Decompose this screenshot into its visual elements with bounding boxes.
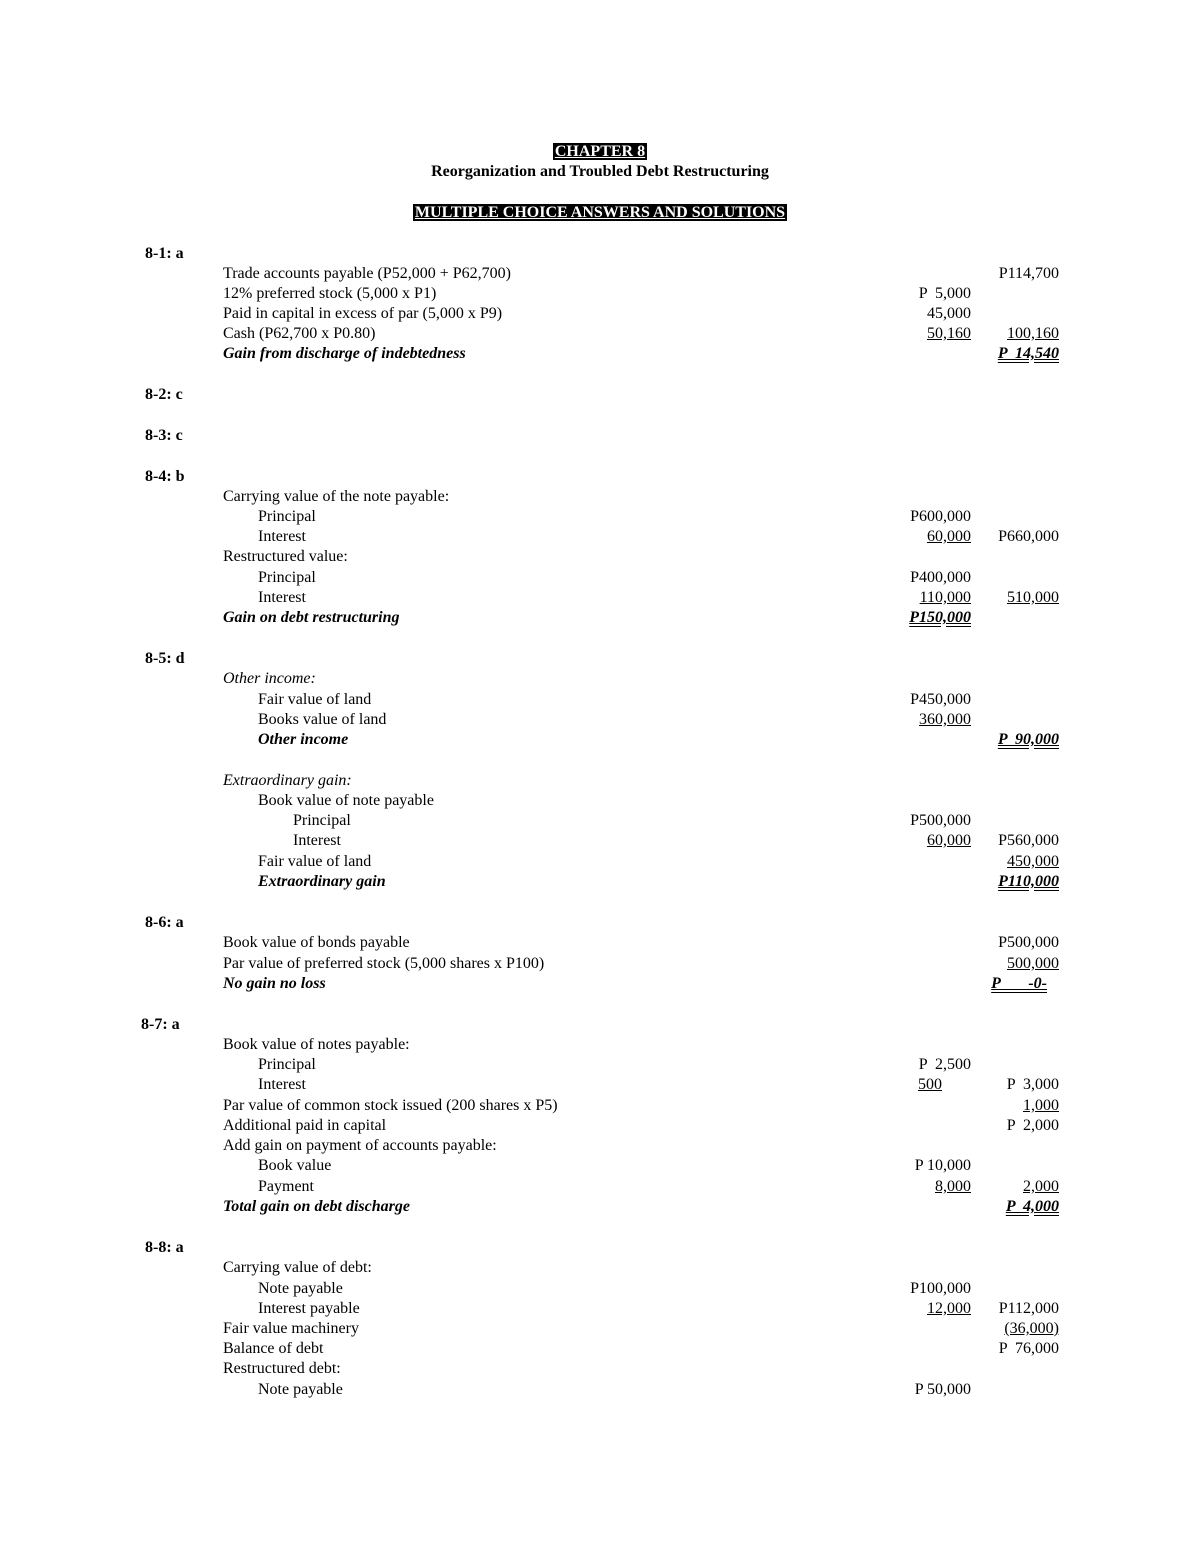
amount-subtotal: 8,000 <box>935 1178 971 1195</box>
amount-total: 510,000 <box>1007 589 1059 606</box>
question-label: 8-1: a <box>145 245 184 262</box>
line-item <box>0 1279 1200 1299</box>
question-label: 8-4: b <box>145 468 185 485</box>
question-label: 8-2: c <box>145 386 183 403</box>
line-item <box>0 304 1200 324</box>
amount-total: P560,000 <box>998 832 1059 849</box>
line-label: Fair value of land <box>258 853 372 870</box>
line-item <box>0 1055 1200 1075</box>
amount-subtotal: P 5,000 <box>918 285 971 302</box>
result-label: Total gain on debt discharge <box>223 1198 410 1215</box>
line-label: Book value of notes payable: <box>223 1036 410 1053</box>
line-item <box>0 1319 1200 1339</box>
line-label: 12% preferred stock (5,000 x P1) <box>223 285 437 302</box>
amount-subtotal: P100,000 <box>910 1280 971 1297</box>
line-item <box>0 954 1200 974</box>
line-item <box>0 852 1200 872</box>
line-label: Par value of common stock issued (200 shares x P5) <box>223 1097 558 1114</box>
line-item <box>0 547 1200 567</box>
amount-total: P660,000 <box>998 528 1059 545</box>
line-label: Fair value of land <box>258 691 372 708</box>
line-item <box>0 1156 1200 1176</box>
amount-total: P 76,000 <box>998 1340 1059 1357</box>
section-heading <box>0 203 1200 223</box>
line-item <box>0 588 1200 608</box>
question-label: 8-6: a <box>145 914 184 931</box>
line-label: Interest <box>258 1076 306 1093</box>
line-item <box>0 730 1200 750</box>
amount-subtotal: P 10,000 <box>914 1157 971 1174</box>
section-title: MULTIPLE CHOICE ANSWERS AND SOLUTIONS <box>414 204 786 221</box>
amount-subtotal: 60,000 <box>927 528 971 545</box>
result-amount: P150,000 <box>909 609 971 626</box>
amount-subtotal: 12,000 <box>927 1300 971 1317</box>
amount-subtotal: 60,000 <box>927 832 971 849</box>
line-label: Interest <box>293 832 341 849</box>
amount-total: 450,000 <box>1007 853 1059 870</box>
line-item <box>0 974 1200 994</box>
line-item <box>0 669 1200 689</box>
line-item <box>0 344 1200 364</box>
result-amount: P 4,000 <box>1005 1198 1059 1215</box>
line-item <box>0 1177 1200 1197</box>
result-amount: P -0- <box>991 975 1047 992</box>
line-label: Books value of land <box>258 711 387 728</box>
question-label: 8-7: a <box>141 1016 180 1033</box>
amount-total: P114,700 <box>998 265 1059 282</box>
line-label: Interest <box>258 528 306 545</box>
subsection-label: Other income: <box>223 670 316 687</box>
result-amount: P 14,540 <box>997 345 1059 362</box>
line-item <box>0 690 1200 710</box>
line-item <box>0 1075 1200 1095</box>
line-item <box>0 507 1200 527</box>
line-label: Carrying value of the note payable: <box>223 488 450 505</box>
result-label: Gain on debt restructuring <box>223 609 400 626</box>
line-item <box>0 791 1200 811</box>
amount-total: 1,000 <box>1023 1097 1059 1114</box>
amount-subtotal: 360,000 <box>919 711 971 728</box>
question-label: 8-8: a <box>145 1239 184 1256</box>
amount-total: 2,000 <box>1023 1178 1059 1195</box>
amount-subtotal: P600,000 <box>910 508 971 525</box>
line-label: Par value of preferred stock (5,000 shares x P100) <box>223 955 545 972</box>
amount-subtotal: P450,000 <box>910 691 971 708</box>
amount-total: P 3,000 <box>1006 1076 1059 1093</box>
amount-subtotal: P 50,000 <box>914 1381 971 1398</box>
line-label: Trade accounts payable (P52,000 + P62,700) <box>223 265 511 282</box>
line-item <box>0 1197 1200 1217</box>
amount-subtotal: P500,000 <box>910 812 971 829</box>
chapter-heading <box>0 142 1200 162</box>
result-label: No gain no loss <box>223 975 326 992</box>
amount-total: P112,000 <box>998 1300 1059 1317</box>
line-label: Principal <box>258 508 316 525</box>
line-label: Interest payable <box>258 1300 360 1317</box>
line-label: Additional paid in capital <box>223 1117 387 1134</box>
amount-subtotal: 45,000 <box>927 305 971 322</box>
amount-total: 500,000 <box>1007 955 1059 972</box>
line-item <box>0 710 1200 730</box>
amount-total: P 2,000 <box>1006 1117 1059 1134</box>
amount-subtotal: P400,000 <box>910 569 971 586</box>
line-label: Principal <box>258 569 316 586</box>
amount-total: 100,160 <box>1007 325 1059 342</box>
line-item <box>0 324 1200 344</box>
amount-subtotal: 110,000 <box>919 589 971 606</box>
line-label: Book value of note payable <box>258 792 434 809</box>
line-label: Restructured value: <box>223 548 348 565</box>
line-item <box>0 568 1200 588</box>
chapter-title: Reorganization and Troubled Debt Restructuring <box>431 163 769 180</box>
line-label: Book value <box>258 1157 332 1174</box>
line-item <box>0 264 1200 284</box>
line-item <box>0 527 1200 547</box>
line-label: Note payable <box>258 1381 343 1398</box>
line-item <box>0 831 1200 851</box>
line-label: Principal <box>293 812 351 829</box>
line-label: Fair value machinery <box>223 1320 359 1337</box>
amount-subtotal: 50,160 <box>927 325 971 342</box>
line-item <box>0 1258 1200 1278</box>
result-label: Extraordinary gain <box>258 873 386 890</box>
line-item <box>0 1380 1200 1400</box>
line-item <box>0 1339 1200 1359</box>
amount-subtotal: 500 <box>918 1076 942 1093</box>
question-label: 8-3: c <box>145 427 183 444</box>
amount-subtotal: P 2,500 <box>918 1056 971 1073</box>
line-label: Add gain on payment of accounts payable: <box>223 1137 497 1154</box>
line-label: Restructured debt: <box>223 1360 341 1377</box>
line-item <box>0 811 1200 831</box>
line-item <box>0 771 1200 791</box>
result-label: Gain from discharge of indebtedness <box>223 345 466 362</box>
subsection-label: Extraordinary gain: <box>223 772 352 789</box>
line-label: Carrying value of debt: <box>223 1259 372 1276</box>
line-item <box>0 872 1200 892</box>
result-amount: P 90,000 <box>997 731 1059 748</box>
question-label: 8-5: d <box>145 650 185 667</box>
line-label: Cash (P62,700 x P0.80) <box>223 325 376 342</box>
result-amount: P110,000 <box>998 873 1059 890</box>
line-label: Book value of bonds payable <box>223 934 410 951</box>
line-item <box>0 933 1200 953</box>
chapter-number: CHAPTER 8 <box>554 143 646 160</box>
result-label: Other income <box>258 731 349 748</box>
line-label: Balance of debt <box>223 1340 324 1357</box>
line-item <box>0 1136 1200 1156</box>
line-item <box>0 1359 1200 1379</box>
line-label: Payment <box>258 1178 314 1195</box>
line-item <box>0 608 1200 628</box>
line-item <box>0 487 1200 507</box>
line-item <box>0 1035 1200 1055</box>
line-item <box>0 1096 1200 1116</box>
amount-total: (36,000) <box>1004 1320 1059 1337</box>
line-label: Principal <box>258 1056 316 1073</box>
line-label: Paid in capital in excess of par (5,000 x P9) <box>223 305 503 322</box>
line-item <box>0 1116 1200 1136</box>
amount-total: P500,000 <box>998 934 1059 951</box>
line-item <box>0 1299 1200 1319</box>
line-label: Note payable <box>258 1280 343 1297</box>
line-item <box>0 284 1200 304</box>
line-label: Interest <box>258 589 306 606</box>
